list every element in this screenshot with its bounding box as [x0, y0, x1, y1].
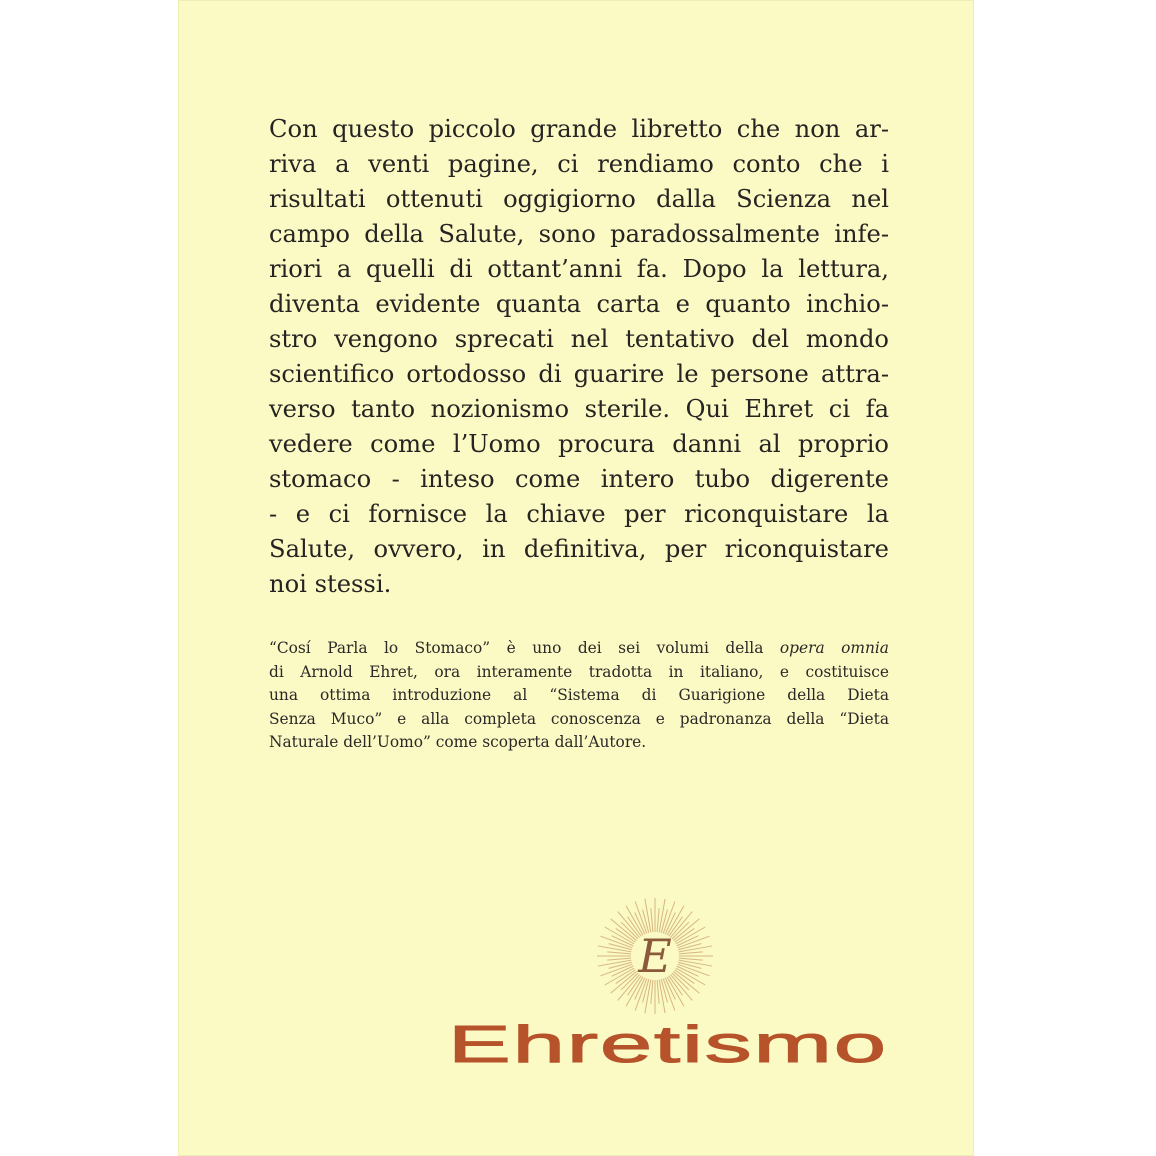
sunburst-ray	[645, 899, 651, 932]
main-paragraph-line: riori a quelli di ottant’anni fa. Dopo la lettura,	[269, 255, 889, 283]
main-paragraph-line: riva a venti pagine, ci rendiamo conto che i	[269, 150, 889, 178]
sunburst-ray	[672, 922, 689, 939]
publisher-logo-graphic	[448, 1012, 908, 1072]
sunburst-ray	[659, 899, 665, 932]
series-note-line: Senza Muco” e alla completa conoscenza e padronanza della “Dieta	[269, 709, 889, 728]
main-paragraph-line: campo della Salute, sono paradossalmente infe-	[269, 220, 889, 248]
series-note-line: Naturale dell’Uomo” come scoperta dall’Autore.	[269, 733, 647, 751]
sunburst-ray	[657, 980, 659, 1004]
series-note-line	[269, 637, 889, 661]
sunburst-ray	[659, 980, 665, 1013]
sunburst-ray	[679, 952, 703, 954]
publisher-name: Ehretismo	[448, 1015, 888, 1072]
series-note-line: di Arnold Ehret, ora interamente tradotta in italiano, e costituisce	[269, 662, 889, 681]
sunburst-ray	[645, 980, 651, 1013]
sunburst-ray	[598, 946, 631, 952]
main-paragraph-line: Salute, ovvero, in definitiva, per riconquistare	[269, 535, 889, 563]
main-paragraph-line: vedere come l’Uomo procura danni al proprio	[269, 430, 889, 458]
sunburst-ray	[598, 960, 631, 966]
series-note-text: “Cosí Parla lo Stomaco” è uno dei sei volumi della	[269, 639, 764, 657]
main-paragraph-line: diventa evidente quanta carta e quanto inchio-	[269, 290, 889, 318]
sunburst-ray	[607, 958, 631, 960]
main-paragraph-line: verso tanto nozionismo sterile. Qui Ehret ci fa	[269, 395, 889, 423]
sunburst-ray	[651, 980, 653, 1004]
main-paragraph-line: - e ci fornisce la chiave per riconquistare la	[269, 500, 889, 528]
main-paragraph-line: risultati ottenuti oggigiorno dalla Scienza nel	[269, 185, 889, 213]
sunburst-ray	[679, 946, 712, 952]
sunburst-ray	[607, 952, 631, 954]
main-paragraph-line: Con questo piccolo grande libretto che non ar-	[269, 115, 889, 143]
main-paragraph-line: noi stessi.	[269, 570, 392, 598]
series-note	[269, 637, 889, 755]
sunburst-ray	[621, 922, 638, 939]
sunburst-e-icon	[594, 895, 716, 1017]
emblem-graphic	[594, 895, 716, 1017]
main-paragraph-line: scientifico ortodosso di guarire le persone attra-	[269, 360, 889, 388]
series-note-italic: opera omnia	[779, 639, 889, 657]
publisher-logo	[448, 1012, 908, 1072]
main-paragraph-line: stro vengono sprecati nel tentativo del mondo	[269, 325, 889, 353]
sunburst-ray	[679, 960, 712, 966]
sunburst-ray	[621, 973, 638, 990]
book-back-cover	[178, 0, 974, 1156]
sunburst-ray	[679, 958, 703, 960]
main-paragraph	[269, 112, 889, 602]
series-note-line: una ottima introduzione al “Sistema di Guarigione della Dieta	[269, 686, 889, 704]
sunburst-ray	[672, 973, 689, 990]
main-paragraph-line: stomaco - inteso come intero tubo digerente	[269, 465, 889, 493]
emblem-letter: E	[638, 929, 672, 983]
